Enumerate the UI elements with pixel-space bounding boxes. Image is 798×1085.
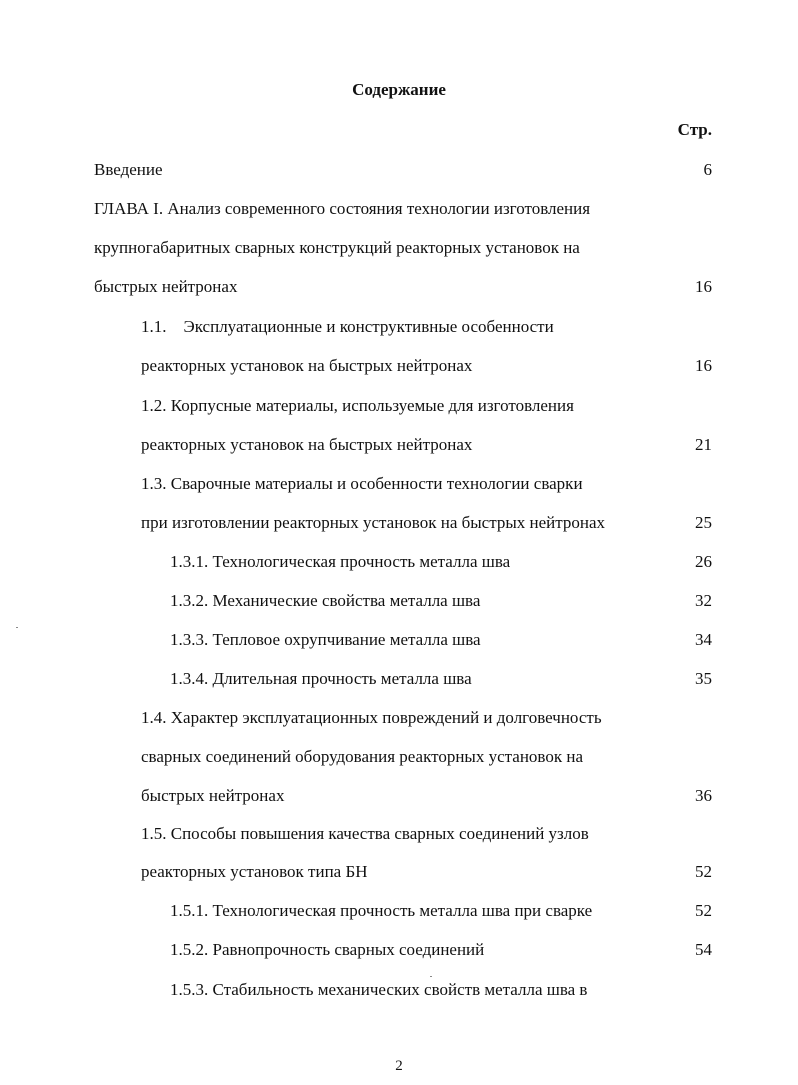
toc-line: 1.5.1. Технологическая прочность металла шва при сварке: [170, 901, 593, 920]
toc-page: 35: [695, 669, 712, 688]
toc-line: 1.3.3. Тепловое охрупчивание металла шва: [170, 630, 481, 649]
scan-speck: [16, 627, 18, 628]
toc-line: быстрых нейтронах: [94, 277, 238, 296]
toc-line: 1.3.1. Технологическая прочность металла шва: [170, 552, 511, 571]
toc-line: 1.3.4. Длительная прочность металла шва: [170, 669, 472, 688]
toc-page: 52: [695, 901, 712, 920]
toc-line: реакторных установок типа БН: [141, 862, 368, 881]
toc-line: 1.2. Корпусные материалы, используемые для изготовления: [141, 396, 574, 415]
toc-page: 16: [695, 356, 712, 375]
toc-line: реакторных установок на быстрых нейтронах: [141, 356, 473, 375]
toc-line: 1.3.2. Механические свойства металла шва: [170, 591, 481, 610]
toc-line: 1.4. Характер эксплуатационных повреждений и долговечность: [141, 708, 602, 727]
toc-page: 36: [695, 786, 712, 805]
toc-page: 21: [695, 435, 712, 454]
toc-line: Введение: [94, 160, 163, 179]
toc-line: быстрых нейтронах: [141, 786, 285, 805]
toc-page: 16: [695, 277, 712, 296]
page-number: 2: [395, 1058, 403, 1074]
toc-line: 1.3. Сварочные материалы и особенности технологии сварки: [141, 474, 583, 493]
toc-line: крупногабаритных сварных конструкций реакторных установок на: [94, 238, 580, 257]
page-title: Содержание: [352, 80, 446, 99]
toc-line: ГЛАВА I. Анализ современного состояния технологии изготовления: [94, 199, 591, 218]
toc-line: 1.5.2. Равнопрочность сварных соединений: [170, 940, 485, 959]
toc-page: 52: [695, 862, 712, 881]
toc-line: реакторных установок на быстрых нейтронах: [141, 435, 473, 454]
toc-line: сварных соединений оборудования реакторных установок на: [141, 747, 583, 766]
toc-page: 26: [695, 552, 712, 571]
toc-page: 32: [695, 591, 712, 610]
toc-page: 6: [703, 160, 712, 179]
toc-page: 34: [695, 630, 712, 649]
page-column-header: Стр.: [677, 120, 712, 139]
toc-page: 25: [695, 513, 712, 532]
scan-speck: [430, 976, 432, 977]
toc-page: 54: [695, 940, 712, 959]
toc-line: при изготовлении реакторных установок на быстрых нейтронах: [141, 513, 606, 532]
toc-line: 1.1. Эксплуатационные и конструктивные особенности: [141, 317, 554, 336]
toc-line: 1.5.3. Стабильность механических свойств металла шва в: [170, 980, 588, 999]
toc-line: 1.5. Способы повышения качества сварных соединений узлов: [141, 824, 589, 843]
